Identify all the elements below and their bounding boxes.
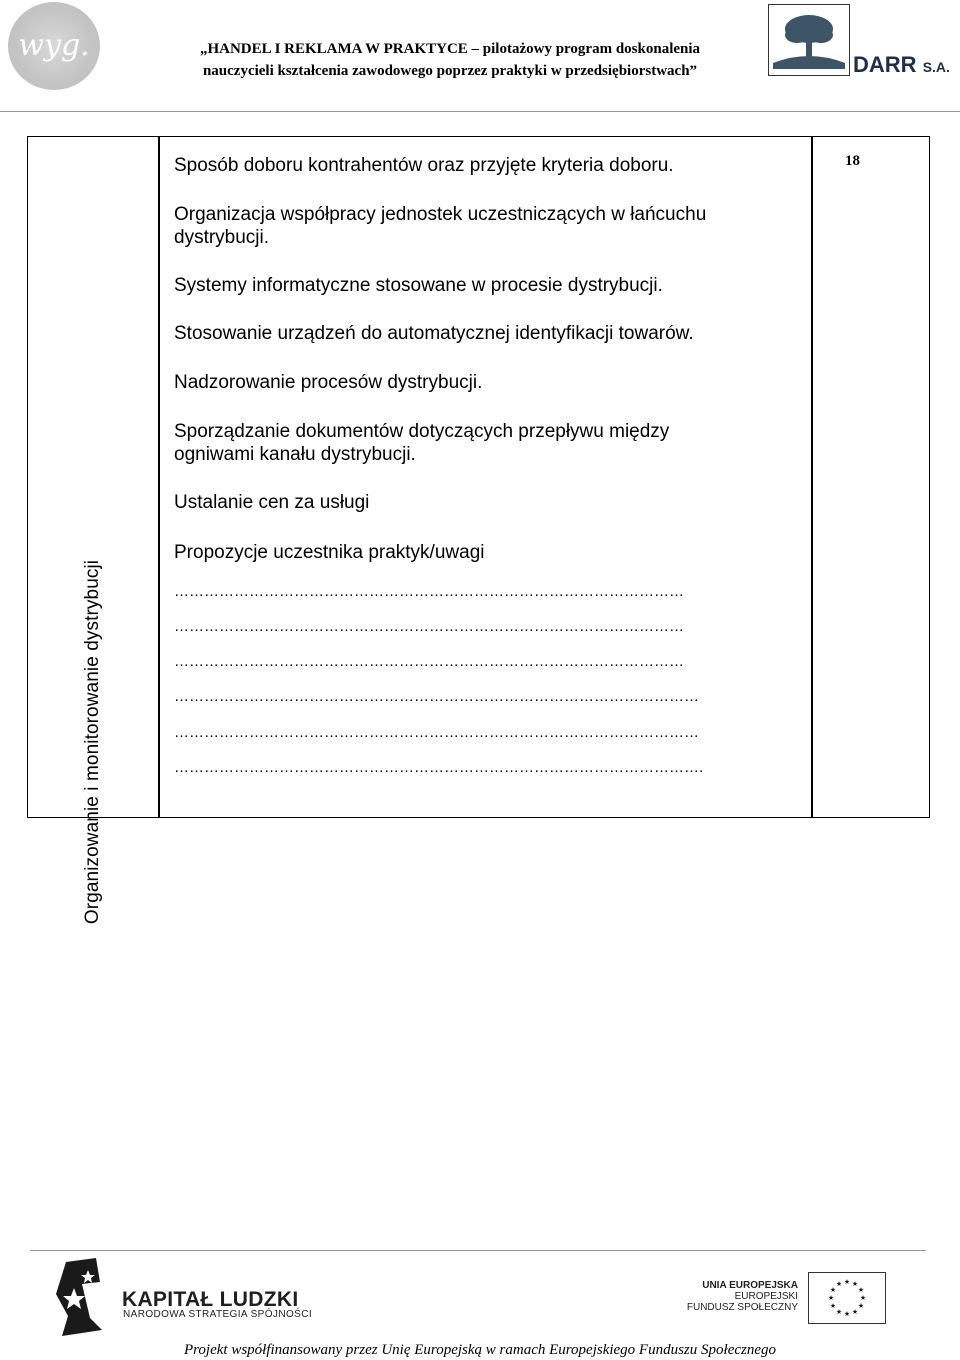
dotted-line: ………………………………………………………………………………………… bbox=[174, 619, 684, 635]
page-number: 18 bbox=[845, 153, 860, 169]
svg-text:★: ★ bbox=[859, 1294, 867, 1302]
svg-text:★: ★ bbox=[851, 1280, 859, 1288]
kapital-ludzki-icon bbox=[52, 1258, 108, 1338]
column-divider-right bbox=[811, 137, 813, 817]
svg-text:★: ★ bbox=[829, 1286, 837, 1294]
darr-suffix: S.A. bbox=[922, 59, 950, 75]
list-item: Nadzorowanie procesów dystrybucji. bbox=[174, 372, 483, 393]
kapital-ludzki-subtitle: NARODOWA STRATEGIA SPÓJNOŚCI bbox=[123, 1309, 313, 1320]
svg-text:★: ★ bbox=[843, 1310, 851, 1318]
footer-note: Projekt współfinansowany przez Unię Europejską w ramach Europejskiego Funduszu Społecznego bbox=[183, 1342, 777, 1358]
list-item: Stosowanie urządzeń do automatycznej identyfikacji towarów. bbox=[174, 323, 694, 344]
wyg-logo bbox=[8, 2, 100, 90]
content-table bbox=[27, 136, 930, 925]
vertical-label: Organizowanie i monitorowanie dystrybucji bbox=[82, 559, 103, 925]
column-divider-left bbox=[158, 137, 160, 817]
list-item: Organizacja współpracy jednostek uczestniczących w łańcuchu bbox=[174, 204, 707, 225]
eu-flag-icon bbox=[808, 1272, 886, 1324]
svg-text:★: ★ bbox=[843, 1278, 851, 1286]
vertical-label-cell bbox=[28, 137, 158, 925]
kapital-ludzki-logo bbox=[52, 1258, 108, 1338]
darr-name: DARR bbox=[853, 52, 917, 77]
dotted-line: …………………………………………………………………………………………… bbox=[174, 725, 699, 741]
header-title-line2: nauczycieli kształcenia zawodowego poprzez praktyki w przedsiębiorstwach” bbox=[202, 63, 698, 79]
list-item: Ustalanie cen za usługi bbox=[174, 492, 370, 513]
list-item: Sporządzanie dokumentów dotyczących przepływu między bbox=[174, 421, 670, 442]
svg-text:★: ★ bbox=[835, 1308, 843, 1316]
eu-fund-text bbox=[660, 1280, 798, 1313]
darr-logo-text bbox=[853, 52, 950, 78]
list-item: Systemy informatyczne stosowane w procesie dystrybucji. bbox=[174, 275, 663, 296]
dotted-line: ……………………………………………………………………………………………. bbox=[174, 760, 704, 776]
wyg-logo-text: wyg. bbox=[18, 28, 90, 63]
footer-divider bbox=[30, 1250, 926, 1251]
eu-stars-icon bbox=[809, 1273, 885, 1323]
list-item: Sposób doboru kontrahentów oraz przyjęte kryteria doboru. bbox=[174, 155, 674, 176]
svg-text:★: ★ bbox=[857, 1302, 865, 1310]
eu-line2: EUROPEJSKI bbox=[734, 1291, 798, 1302]
header-divider bbox=[0, 111, 960, 112]
list-item: dystrybucji. bbox=[174, 227, 270, 248]
eu-line3: FUNDUSZ SPOŁECZNY bbox=[686, 1302, 798, 1313]
header-title-line1: „HANDEL I REKLAMA W PRAKTYCE – pilotażowy program doskonalenia bbox=[199, 41, 701, 57]
dotted-line: ………………………………………………………………………………………… bbox=[174, 584, 684, 600]
tree-icon bbox=[769, 5, 849, 75]
eu-line1: UNIA EUROPEJSKA bbox=[702, 1280, 798, 1291]
svg-text:★: ★ bbox=[827, 1294, 835, 1302]
list-item: ogniwami kanału dystrybucji. bbox=[174, 444, 416, 465]
header-title bbox=[130, 38, 770, 82]
list-item: Propozycje uczestnika praktyk/uwagi bbox=[174, 542, 485, 563]
dotted-line: ………………………………………………………………………………………… bbox=[174, 654, 684, 670]
svg-text:★: ★ bbox=[857, 1286, 865, 1294]
kapital-ludzki-title: KAPITAŁ LUDZKI bbox=[122, 1288, 299, 1311]
svg-text:★: ★ bbox=[851, 1308, 859, 1316]
tree-logo bbox=[768, 4, 850, 76]
dotted-line: …………………………………………………………………………………………… bbox=[174, 689, 699, 705]
svg-text:★: ★ bbox=[829, 1302, 837, 1310]
svg-text:★: ★ bbox=[835, 1280, 843, 1288]
